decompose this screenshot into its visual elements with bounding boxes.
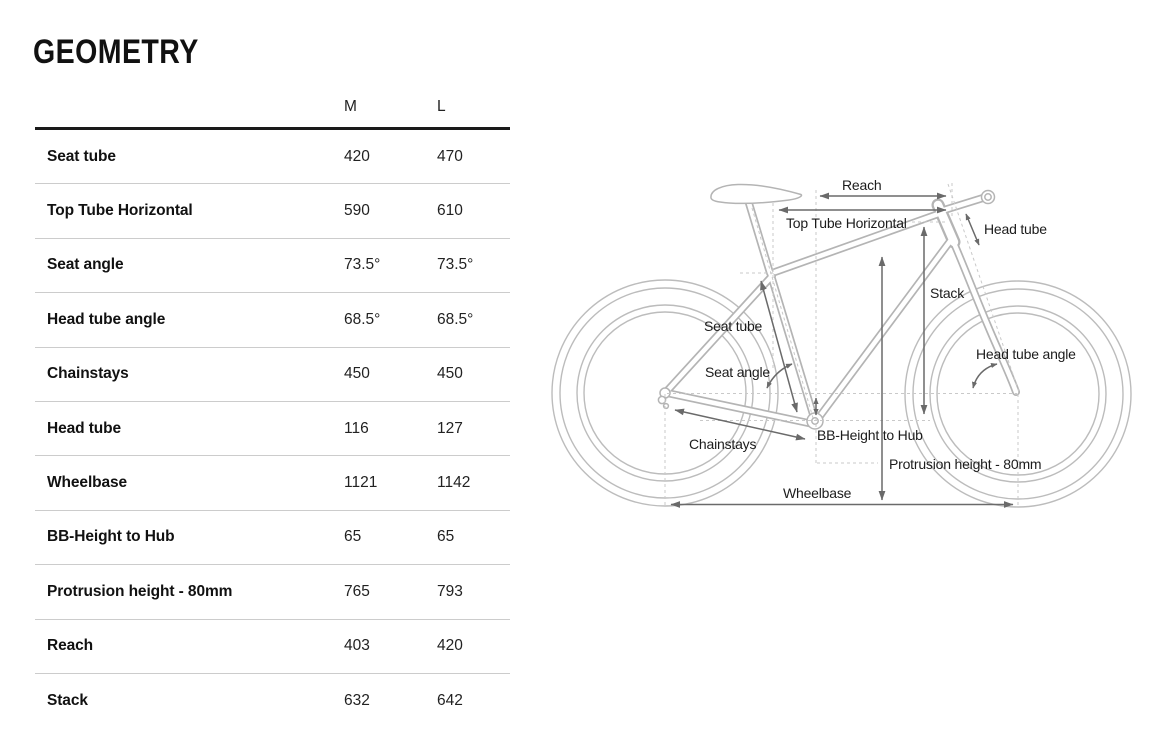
row-label: Top Tube Horizontal bbox=[47, 202, 193, 220]
row-label: Chainstays bbox=[47, 365, 129, 383]
value-l: 127 bbox=[437, 419, 463, 437]
row-label: Seat angle bbox=[47, 256, 124, 274]
value-l: 73.5° bbox=[437, 256, 474, 274]
row-label: BB-Height to Hub bbox=[47, 528, 175, 546]
value-m: 73.5° bbox=[344, 256, 381, 274]
row-label: Wheelbase bbox=[47, 474, 128, 492]
value-l: 610 bbox=[437, 202, 463, 220]
table-row bbox=[35, 510, 510, 564]
table-row bbox=[35, 455, 510, 509]
table-header-row bbox=[35, 86, 510, 130]
bb-height-label: BB-Height to Hub bbox=[817, 427, 923, 443]
value-l: 642 bbox=[437, 691, 463, 709]
geometry-table bbox=[35, 86, 510, 727]
page-title: GEOMETRY bbox=[33, 33, 199, 71]
table-body bbox=[35, 130, 510, 727]
wheelbase-label: Wheelbase bbox=[783, 485, 852, 501]
head-tube-angle-label: Head tube angle bbox=[976, 346, 1076, 362]
row-label: Seat tube bbox=[47, 147, 116, 165]
column-header-m: M bbox=[344, 97, 357, 115]
value-l: 793 bbox=[437, 582, 463, 600]
value-l: 450 bbox=[437, 365, 463, 383]
table-row bbox=[35, 401, 510, 455]
row-label: Protrusion height - 80mm bbox=[47, 582, 233, 600]
value-l: 65 bbox=[437, 528, 455, 546]
head-tube-arrow bbox=[966, 214, 979, 245]
table-row bbox=[35, 564, 510, 618]
value-m: 590 bbox=[344, 202, 370, 220]
value-l: 68.5° bbox=[437, 310, 474, 328]
bike-frame bbox=[667, 198, 1016, 424]
row-label: Head tube angle bbox=[47, 310, 166, 328]
table-row bbox=[35, 183, 510, 237]
value-l: 420 bbox=[437, 637, 463, 655]
value-m: 68.5° bbox=[344, 310, 381, 328]
value-m: 450 bbox=[344, 365, 370, 383]
value-m: 765 bbox=[344, 582, 370, 600]
head-tube-label: Head tube bbox=[984, 221, 1047, 237]
table-row bbox=[35, 238, 510, 292]
row-label: Head tube bbox=[47, 419, 122, 437]
seat-angle-label: Seat angle bbox=[705, 364, 770, 380]
table-row bbox=[35, 130, 510, 183]
saddle bbox=[711, 184, 802, 203]
row-label: Reach bbox=[47, 637, 94, 655]
value-m: 116 bbox=[344, 419, 369, 437]
value-m: 1121 bbox=[344, 474, 378, 492]
top-tube-label: Top Tube Horizontal bbox=[786, 215, 907, 231]
bike-geometry-diagram bbox=[540, 150, 1156, 710]
value-m: 403 bbox=[344, 637, 370, 655]
value-m: 65 bbox=[344, 528, 362, 546]
seat-angle-arc bbox=[767, 364, 792, 388]
handlebar-grip bbox=[982, 191, 995, 204]
value-m: 420 bbox=[344, 147, 370, 165]
value-l: 470 bbox=[437, 147, 463, 165]
protrusion-label: Protrusion height - 80mm bbox=[889, 456, 1042, 472]
column-header-l: L bbox=[437, 97, 446, 115]
row-label: Stack bbox=[47, 691, 88, 709]
seat-tube-label: Seat tube bbox=[704, 318, 763, 334]
table-row bbox=[35, 619, 510, 673]
stack-label: Stack bbox=[930, 285, 965, 301]
value-m: 632 bbox=[344, 691, 370, 709]
reach-label: Reach bbox=[842, 177, 882, 193]
rear-hub bbox=[658, 388, 670, 408]
head-tube-angle-arc bbox=[973, 364, 997, 388]
table-row bbox=[35, 347, 510, 401]
chainstays-label: Chainstays bbox=[689, 436, 757, 452]
value-l: 1142 bbox=[437, 474, 471, 492]
table-row bbox=[35, 673, 510, 727]
table-row bbox=[35, 292, 510, 346]
